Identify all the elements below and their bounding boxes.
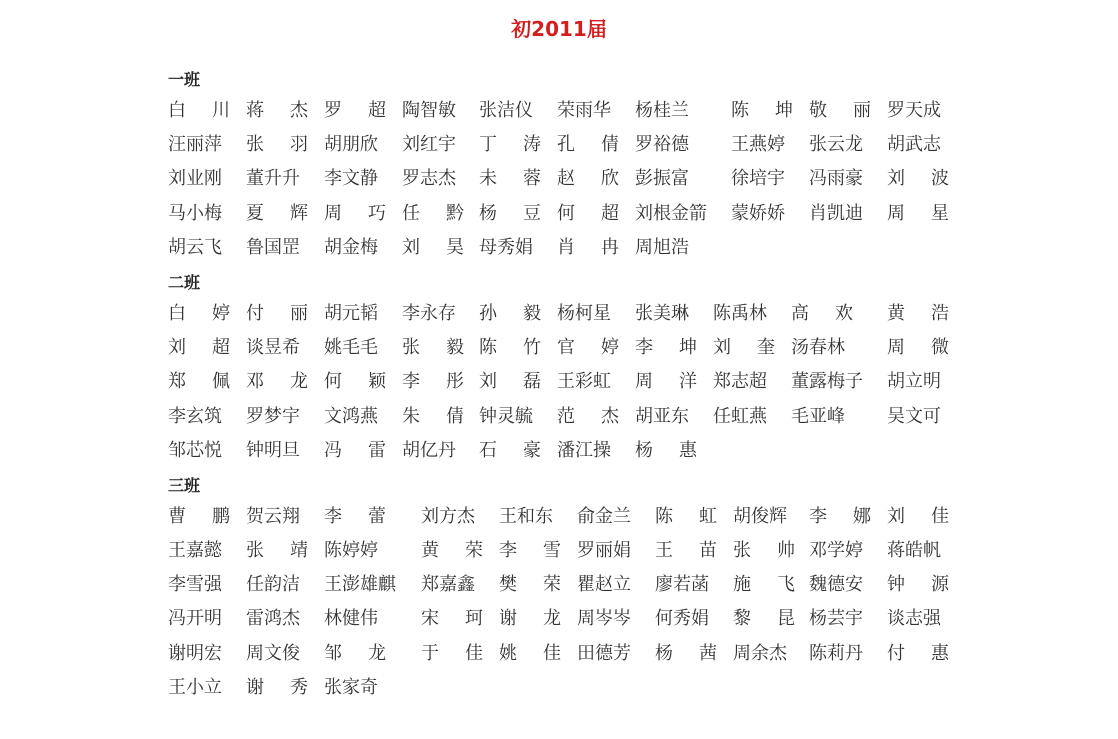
student-name: 罗志杰 — [402, 168, 456, 190]
student-name: 张云龙 — [809, 134, 863, 156]
student-name: 田德芳 — [577, 642, 631, 664]
name-row — [168, 606, 1068, 640]
student-name: 王澎雄麒 — [324, 574, 396, 596]
student-name: 官 婷 — [557, 337, 619, 359]
name-row — [168, 538, 1068, 572]
class-block — [168, 472, 1068, 709]
student-name: 钟 源 — [887, 574, 949, 596]
student-name: 钟灵毓 — [479, 405, 533, 427]
student-name: 白 川 — [168, 100, 230, 121]
student-name: 李 雪 — [499, 540, 561, 562]
student-name: 胡金梅 — [324, 236, 378, 258]
student-name: 刘 波 — [887, 168, 949, 190]
name-row — [168, 641, 1068, 675]
student-name: 胡亿丹 — [402, 439, 456, 461]
student-name: 邓学婷 — [809, 540, 863, 562]
student-name: 毛亚峰 — [791, 405, 845, 427]
student-name: 周余杰 — [733, 642, 787, 664]
student-name: 鲁国罡 — [246, 236, 300, 258]
student-name: 孙 毅 — [479, 302, 541, 324]
student-name: 王嘉懿 — [168, 540, 222, 562]
class-heading: 三班 — [168, 475, 201, 495]
student-name: 周 巧 — [324, 202, 386, 224]
student-name: 陈 坤 — [731, 100, 793, 121]
student-name: 徐培宇 — [731, 168, 785, 190]
name-row — [168, 201, 1068, 235]
student-name: 张 靖 — [246, 540, 308, 562]
student-name: 荣雨华 — [557, 100, 611, 121]
student-name: 王小立 — [168, 676, 222, 698]
student-name: 胡武志 — [887, 134, 941, 156]
name-row — [168, 369, 1068, 403]
student-name: 胡元韬 — [324, 302, 378, 324]
student-name: 樊 荣 — [499, 574, 561, 596]
student-name: 邓 龙 — [246, 371, 308, 393]
student-name: 谈志强 — [887, 608, 941, 630]
student-name: 罗梦宇 — [246, 405, 300, 427]
name-row — [168, 438, 1068, 472]
student-name: 陈 虹 — [655, 505, 717, 527]
student-name: 邹芯悦 — [168, 439, 222, 461]
class-heading: 一班 — [168, 70, 201, 89]
student-name: 罗 超 — [324, 100, 386, 121]
student-name: 冯开明 — [168, 608, 222, 630]
student-name: 胡立明 — [887, 371, 941, 393]
student-name: 王燕婷 — [731, 134, 785, 156]
student-name: 李雪强 — [168, 574, 222, 596]
student-name: 任韵洁 — [246, 574, 300, 596]
student-name: 李 娜 — [809, 505, 871, 527]
student-name: 陈婷婷 — [324, 540, 378, 562]
name-row — [168, 301, 1068, 335]
student-name: 董升升 — [246, 168, 300, 190]
student-name: 杨 茜 — [655, 642, 717, 664]
student-name: 谢明宏 — [168, 642, 222, 664]
name-row — [168, 504, 1068, 538]
student-name: 罗丽娟 — [577, 540, 631, 562]
student-name: 董露梅子 — [791, 371, 863, 393]
student-name: 朱 倩 — [402, 405, 464, 427]
student-name: 肖 冉 — [557, 236, 619, 258]
student-name: 彭振富 — [635, 168, 689, 190]
student-name: 瞿赵立 — [577, 574, 631, 596]
student-name: 孔 倩 — [557, 134, 619, 156]
student-name: 文鸿燕 — [324, 405, 378, 427]
student-name: 谢 龙 — [499, 608, 561, 630]
student-name: 黄 荣 — [421, 540, 483, 562]
student-name: 周岑岑 — [577, 608, 631, 630]
student-name: 肖凯迪 — [809, 202, 863, 224]
student-name: 魏德安 — [809, 574, 863, 596]
student-name: 付 惠 — [887, 642, 949, 664]
student-name: 姚毛毛 — [324, 337, 378, 359]
student-name: 任虹燕 — [713, 405, 767, 427]
student-name: 杨 豆 — [479, 202, 541, 224]
name-row — [168, 572, 1068, 606]
name-row — [168, 166, 1068, 200]
student-name: 罗天成 — [887, 100, 941, 121]
student-name: 周 星 — [887, 202, 949, 224]
student-name: 张美琳 — [635, 302, 689, 324]
student-name: 李 彤 — [402, 371, 464, 393]
student-name: 李永存 — [402, 302, 456, 324]
student-name: 杨 惠 — [635, 439, 697, 461]
student-name: 何 颖 — [324, 371, 386, 393]
student-name: 钟明旦 — [246, 439, 300, 461]
student-name: 李玄筑 — [168, 405, 222, 427]
student-name: 谢 秀 — [246, 676, 308, 698]
student-name: 王 苗 — [655, 540, 717, 562]
class-block — [168, 269, 1068, 472]
student-name: 施 飞 — [733, 574, 795, 596]
student-name: 郑嘉鑫 — [421, 574, 475, 596]
name-row — [168, 98, 1068, 132]
name-row — [168, 335, 1068, 369]
student-name: 胡朋欣 — [324, 134, 378, 156]
student-name: 罗裕德 — [635, 134, 689, 156]
student-name: 张 羽 — [246, 134, 308, 156]
student-name: 付 丽 — [246, 302, 308, 324]
student-name: 陶智敏 — [402, 100, 456, 121]
student-name: 冯 雷 — [324, 439, 386, 461]
class-roster — [168, 66, 1068, 709]
student-name: 潘江操 — [557, 439, 611, 461]
student-name: 刘业刚 — [168, 168, 222, 190]
student-name: 任 黔 — [402, 202, 464, 224]
class-heading: 二班 — [168, 272, 201, 292]
student-name: 张 毅 — [402, 337, 464, 359]
student-name: 蒙娇娇 — [731, 202, 785, 224]
student-name: 高 欢 — [791, 302, 853, 324]
student-name: 杨桂兰 — [635, 100, 689, 121]
student-name: 周 微 — [887, 337, 949, 359]
name-row — [168, 675, 1068, 709]
student-name: 石 豪 — [479, 439, 541, 461]
student-name: 郑 佩 — [168, 371, 230, 393]
student-name: 马小梅 — [168, 202, 222, 224]
name-row — [168, 235, 1068, 269]
student-name: 刘 昊 — [402, 236, 464, 258]
student-name: 郑志超 — [713, 371, 767, 393]
student-name: 于 佳 — [421, 642, 483, 664]
student-name: 何 超 — [557, 202, 619, 224]
student-name: 胡亚东 — [635, 405, 689, 427]
student-name: 白 婷 — [168, 302, 230, 324]
student-name: 张洁仪 — [479, 100, 533, 121]
student-name: 未 蓉 — [479, 168, 541, 190]
student-name: 李文静 — [324, 168, 378, 190]
student-name: 姚 佳 — [499, 642, 561, 664]
student-name: 李 蕾 — [324, 505, 386, 527]
student-name: 何秀娟 — [655, 608, 709, 630]
student-name: 冯雨豪 — [809, 168, 863, 190]
student-name: 王和东 — [499, 505, 553, 527]
student-name: 夏 辉 — [246, 202, 308, 224]
student-name: 蒋 杰 — [246, 100, 308, 121]
student-name: 张 帅 — [733, 540, 795, 562]
student-name: 陈禹林 — [713, 302, 767, 324]
class-block — [168, 66, 1068, 269]
student-name: 吴文可 — [887, 405, 941, 427]
student-name: 周旭浩 — [635, 236, 689, 258]
student-name: 刘 磊 — [479, 371, 541, 393]
student-name: 胡云飞 — [168, 236, 222, 258]
student-name: 雷鸿杰 — [246, 608, 300, 630]
student-name: 王彩虹 — [557, 371, 611, 393]
student-name: 赵 欣 — [557, 168, 619, 190]
student-name: 刘 奎 — [713, 337, 775, 359]
student-name: 周文俊 — [246, 642, 300, 664]
student-name: 丁 涛 — [479, 134, 541, 156]
student-name: 敬 丽 — [809, 100, 871, 121]
student-name: 刘方杰 — [421, 505, 475, 527]
name-row — [168, 404, 1068, 438]
student-name: 曹 鹏 — [168, 505, 230, 527]
student-name: 廖若菡 — [655, 574, 709, 596]
student-name: 邹 龙 — [324, 642, 386, 664]
student-name: 黎 昆 — [733, 608, 795, 630]
student-name: 李 坤 — [635, 337, 697, 359]
student-name: 杨柯星 — [557, 302, 611, 324]
student-name: 张家奇 — [324, 676, 378, 698]
student-name: 黄 浩 — [887, 302, 949, 324]
student-name: 周 洋 — [635, 371, 697, 393]
student-name: 陈莉丹 — [809, 642, 863, 664]
student-name: 刘 佳 — [887, 505, 949, 527]
student-name: 刘红宇 — [402, 134, 456, 156]
student-name: 刘 超 — [168, 337, 230, 359]
student-name: 胡俊辉 — [733, 505, 787, 527]
student-name: 范 杰 — [557, 405, 619, 427]
student-name: 陈 竹 — [479, 337, 541, 359]
student-name: 汤春林 — [791, 337, 845, 359]
student-name: 林健伟 — [324, 608, 378, 630]
student-name: 宋 珂 — [421, 608, 483, 630]
student-name: 汪丽萍 — [168, 134, 222, 156]
student-name: 蒋皓帆 — [887, 540, 941, 562]
student-name: 贺云翔 — [246, 505, 300, 527]
student-name: 刘根金箭 — [635, 202, 707, 224]
name-row — [168, 132, 1068, 166]
student-name: 谈昱希 — [246, 337, 300, 359]
student-name: 母秀娟 — [479, 236, 533, 258]
student-name: 杨芸宇 — [809, 608, 863, 630]
page-title: 初2011届 — [511, 17, 607, 41]
student-name: 俞金兰 — [577, 505, 631, 527]
